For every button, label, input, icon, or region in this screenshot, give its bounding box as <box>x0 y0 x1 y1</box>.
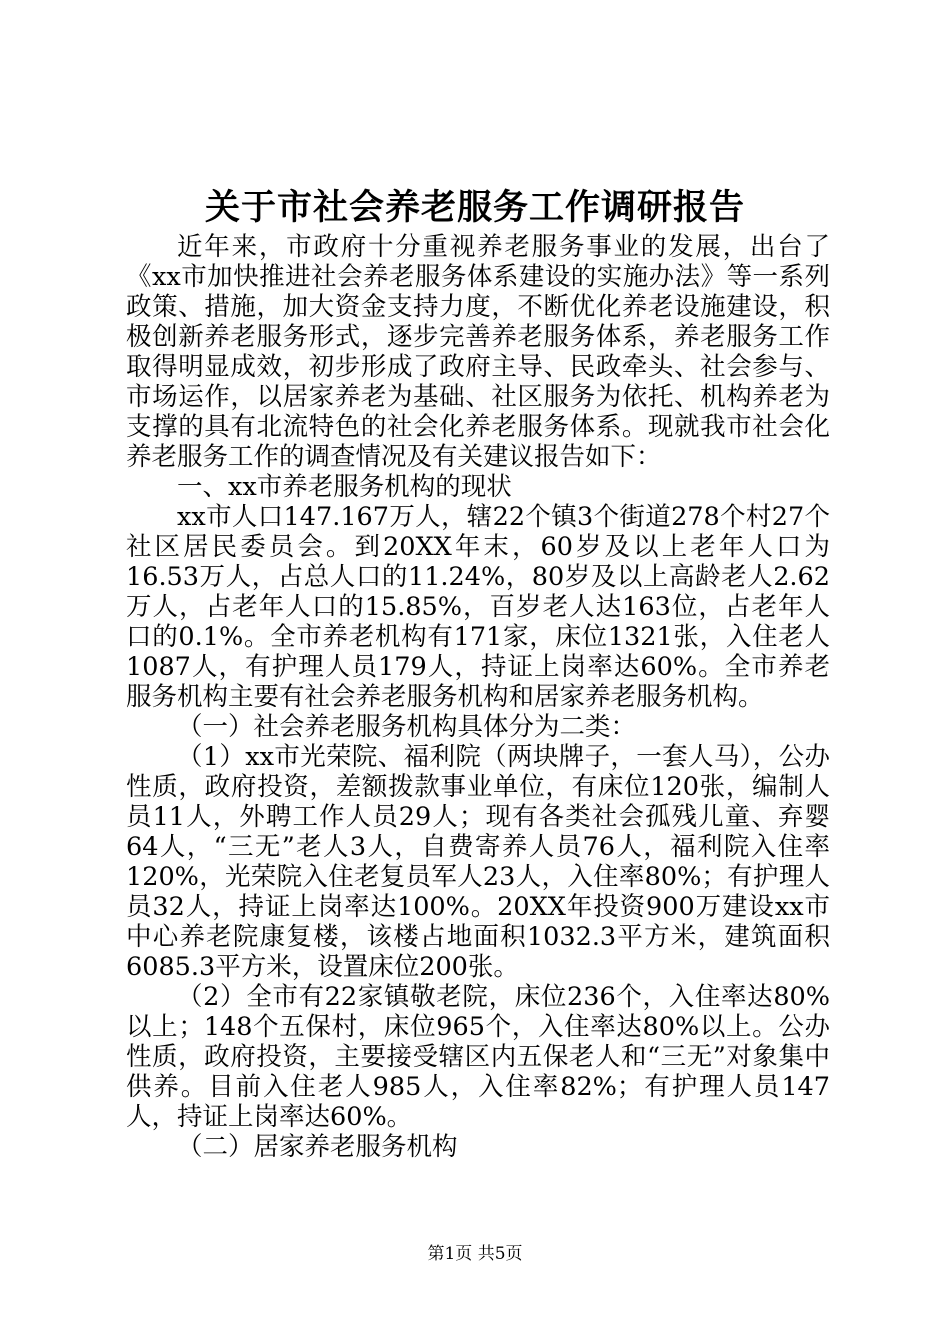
document-title: 关于市社会养老服务工作调研报告 <box>204 187 745 228</box>
page-number: 第1页 <box>427 1244 473 1264</box>
paragraph-item-1: （1）xx市光荣院、福利院（两块牌子，一套人马），公办性质，政府投资，差额拨款事业单位，有床位120张，编制人员11人，外聘工作人员29人；现有各类社会孤残儿童、弃婴64人，“三无”老人3人，自费寄养人员76人，福利院入住率120%，光荣院入住老复员军人23人，入住率80%；有护理人员32人，持证上岗率达100%。20XX年投资900万建设xx市中心养老院康复楼，该楼占地面积1032.3平方米，建筑面积6085.3平方米，设置床位200张。 <box>126 742 830 982</box>
subsection-heading-2: （二）居家养老服务机构 <box>177 1132 458 1162</box>
subsection-heading-1: （一）社会养老服务机构具体分为二类： <box>177 712 637 742</box>
paragraph-item-2: （2）全市有22家镇敬老院，床位236个，入住率达80%以上；148个五保村，床位965个，入住率达80%以上。公办性质，政府投资，主要接受辖区内五保老人和“三无”对象集中供养。目前入住老人985人，入住率82%；有护理人员147人，持证上岗率达60%。 <box>126 982 830 1132</box>
paragraph-intro: 近年来，市政府十分重视养老服务事业的发展，出台了《xx市加快推进社会养老服务体系建设的实施办法》等一系列政策、措施，加大资金支持力度，不断优化养老设施建设，积极创新养老服务形式，逐步完善养老服务体系，养老服务工作取得明显成效，初步形成了政府主导、民政牵头、社会参与、市场运作，以居家养老为基础、社区服务为依托、机构养老为支撑的具有北流特色的社会化养老服务体系。现就我市社会化养老服务工作的调查情况及有关建议报告如下： <box>126 232 830 472</box>
document-body <box>126 232 830 1162</box>
paragraph-status: xx市人口147.167万人，辖22个镇3个街道278个村27个社区居民委员会。到20XX年末，60岁及以上老年人口为16.53万人，占总人口的11.24%，80岁及以上高龄老人2.62万人，占老年人口的15.85%，百岁老人达163位，占老年人口的0.1%。全市养老机构有171家，床位1321张，入住老人1087人，有护理人员179人，持证上岗率达60%。全市养老服务机构主要有社会养老服务机构和居家养老服务机构。 <box>126 502 830 712</box>
page-footer <box>0 1242 950 1266</box>
page-total: 共5页 <box>477 1244 523 1264</box>
section-heading-1: 一、xx市养老服务机构的现状 <box>177 472 512 502</box>
